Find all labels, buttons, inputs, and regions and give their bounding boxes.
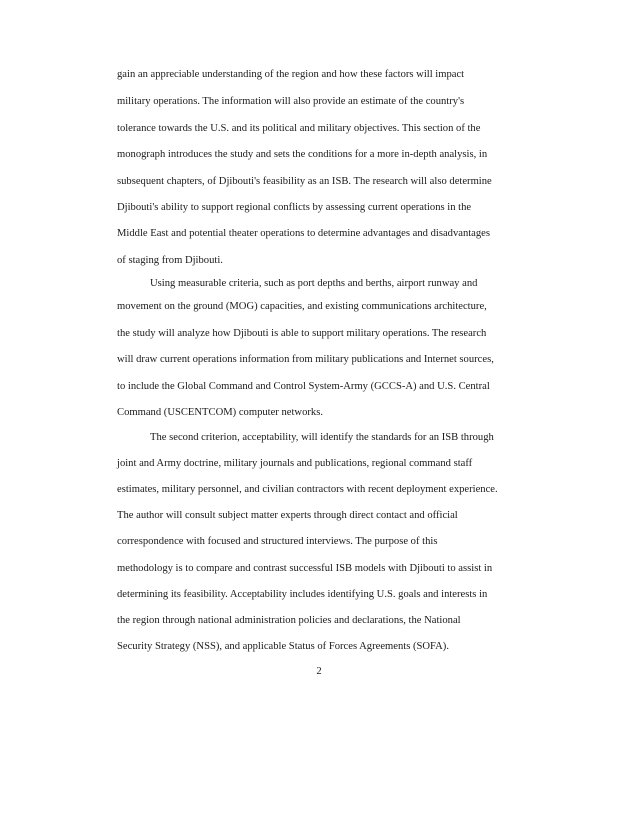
text-line: will draw current operations information from military publications and Internet sources, [117,354,494,365]
text-line: correspondence with focused and structured interviews. The purpose of this [117,536,438,547]
text-line: military operations. The information will also provide an estimate of the country's [117,96,465,107]
text-line: Middle East and potential theater operations to determine advantages and disadvantages [117,228,491,239]
text-line: the study will analyze how Djibouti is able to support military operations. The research [117,328,487,339]
text-line: subsequent chapters, of Djibouti's feasibility as an ISB. The research will also determine [117,176,492,187]
paragraph-first-line: The second criterion, acceptability, will identify the standards for an ISB through [150,432,494,443]
text-line: movement on the ground (MOG) capacities, and existing communications architecture, [117,301,487,312]
text-line: determining its feasibility. Acceptability includes identifying U.S. goals and interests in [117,589,488,600]
text-line: joint and Army doctrine, military journals and publications, regional command staff [117,458,473,469]
text-line: the region through national administration policies and declarations, the National [117,615,461,626]
text-line: estimates, military personnel, and civilian contractors with recent deployment experience. [117,484,498,495]
text-line: Djibouti's ability to support regional conflicts by assessing current operations in the [117,202,472,213]
text-line: Command (USCENTCOM) computer networks. [117,407,323,418]
text-line: monograph introduces the study and sets the conditions for a more in-depth analysis, in [117,149,488,160]
text-line: to include the Global Command and Control System-Army (GCCS-A) and U.S. Central [117,381,490,392]
text-line: Security Strategy (NSS), and applicable Status of Forces Agreements (SOFA). [117,641,449,652]
text-line: gain an appreciable understanding of the region and how these factors will impact [117,69,465,80]
text-line: methodology is to compare and contrast successful ISB models with Djibouti to assist in [117,563,493,574]
text-line: of staging from Djibouti. [117,255,223,266]
text-line: tolerance towards the U.S. and its political and military objectives. This section of the [117,123,481,134]
paragraph-first-line: Using measurable criteria, such as port depths and berths, airport runway and [150,278,478,289]
page-number: 2 [316,666,322,677]
text-line: The author will consult subject matter experts through direct contact and official [117,510,458,521]
